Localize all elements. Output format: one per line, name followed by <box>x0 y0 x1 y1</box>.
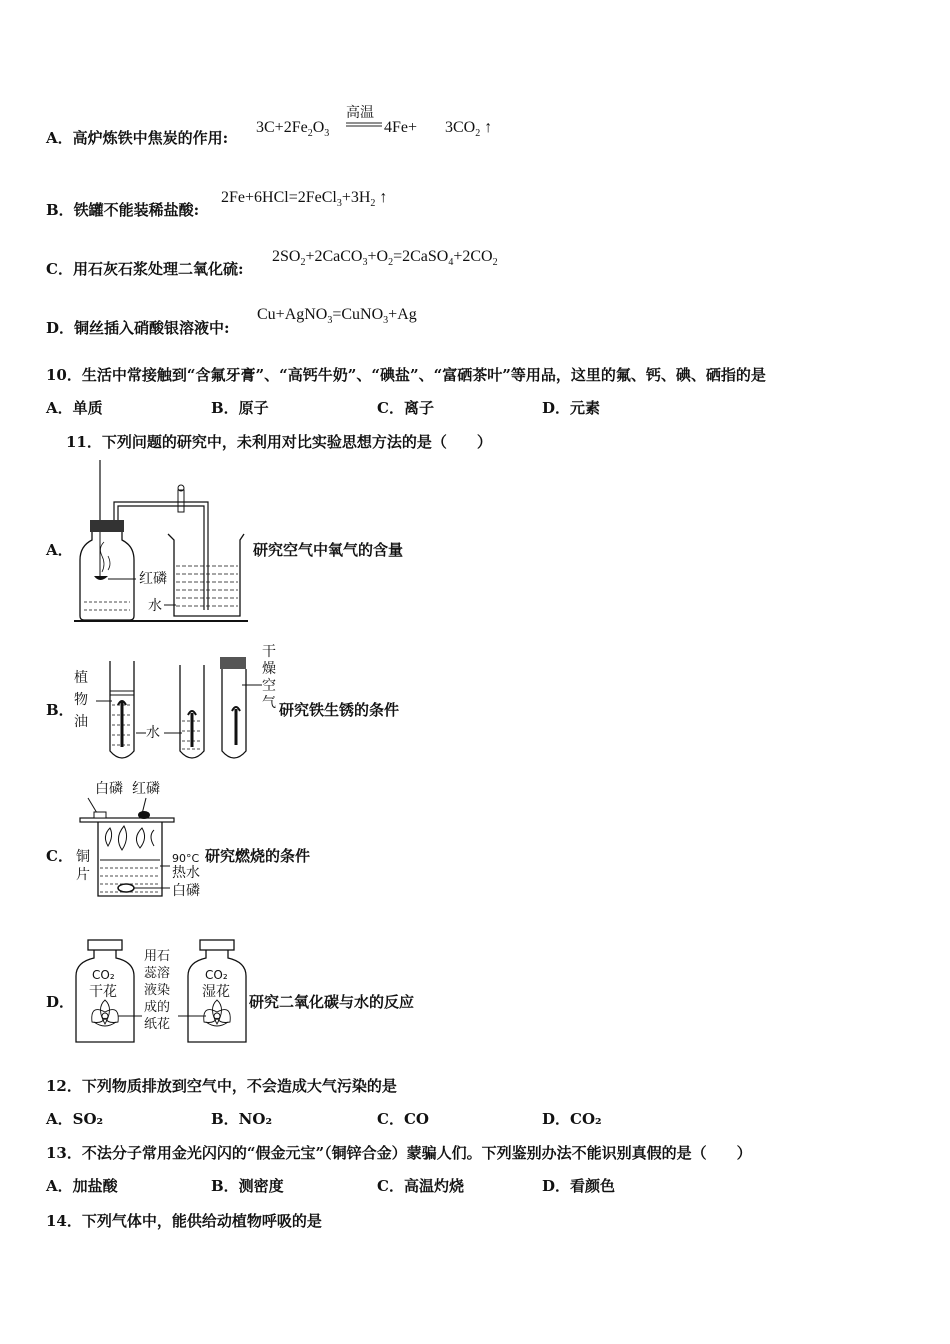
q11-b-caption: 研究铁生锈的条件 <box>279 701 400 719</box>
q9-b-equation: $2Fe+6HCl=2FeCl_3+3H_2$ ↑ <box>221 189 388 210</box>
q11-c-caption: 研究燃烧的条件 <box>205 847 311 865</box>
q10-stem: 10．生活中常接触到“含氟牙膏”、“高钙牛奶”、“碘盐”、“富硒茶叶”等用品，这里的氟、钙、碘、硒指的是 <box>46 366 766 384</box>
q12-option-b[interactable]: B．NO₂ <box>211 1110 273 1128</box>
q11-d-label-dry-flower: 干花 <box>89 984 117 1000</box>
q9-a-equation-right: 4Fe+ <box>384 119 418 136</box>
q9-option-a-label: A．高炉炼铁中焦炭的作用: <box>46 129 229 147</box>
q11-c-label-white-phosphorus-2: 白磷 <box>172 883 200 899</box>
q9-d-equation: Cu+AgNO$_3$=CuNO$_3$+Ag <box>257 306 417 327</box>
q11-d-label-co2-right: CO₂ <box>205 968 228 982</box>
q9-option-c-label: C．用石灰石浆处理二氧化硫: <box>46 260 244 278</box>
q9-a-equation-left: $3C+2Fe_2O_3$ <box>256 119 330 140</box>
q11-c-label-copper: 铜片 <box>76 849 90 883</box>
q10-option-a[interactable]: A．单质 <box>46 399 103 417</box>
q11-b-test-tubes-diagram <box>100 655 280 765</box>
q13-option-b[interactable]: B．测密度 <box>211 1177 284 1195</box>
q11-d-caption: 研究二氧化碳与水的反应 <box>249 993 415 1011</box>
q10-option-d[interactable]: D．元素 <box>542 399 601 417</box>
q11-c-label-white-phosphorus: 白磷 <box>95 781 123 797</box>
q9-option-d-label: D．铜丝插入硝酸银溶液中: <box>46 319 230 337</box>
q13-option-a[interactable]: A．加盐酸 <box>46 1177 118 1195</box>
q11-d-label-wet-flower: 湿花 <box>202 984 230 1000</box>
q12-option-a[interactable]: A．SO₂ <box>46 1110 104 1128</box>
q11-option-d[interactable]: D． <box>46 993 75 1011</box>
q13-option-c[interactable]: C．高温灼烧 <box>377 1177 464 1195</box>
q11-option-b[interactable]: B． <box>46 701 74 719</box>
q11-a-caption: 研究空气中氧气的含量 <box>253 541 404 559</box>
q11-option-c[interactable]: C． <box>46 847 73 865</box>
q11-c-label-red-phosphorus: 红磷 <box>132 781 160 797</box>
q13-stem: 13．不法分子常用金光闪闪的“假金元宝”（铜锌合金）蒙骗人们。下列鉴别办法不能识别真假的是（ ） <box>46 1144 752 1162</box>
q9-a-condition: 高温 <box>346 105 374 121</box>
q9-a-equals-bar <box>346 122 382 128</box>
q12-option-d[interactable]: D．CO₂ <box>542 1110 602 1128</box>
q13-option-d[interactable]: D．看颜色 <box>542 1177 616 1195</box>
q11-a-label-red-phosphorus: 红磷 <box>139 571 167 587</box>
q11-b-label-dry-air: 干燥空气 <box>262 644 276 711</box>
q11-option-a[interactable]: A． <box>46 541 73 559</box>
q11-stem: 11．下列问题的研究中，未利用对比实验思想方法的是（ ） <box>66 433 492 451</box>
q12-stem: 12．下列物质排放到空气中，不会造成大气污染的是 <box>46 1077 397 1095</box>
q11-c-label-temperature: 90°C <box>172 852 200 865</box>
q11-a-apparatus-diagram <box>72 460 252 625</box>
q11-b-label-oil: 植物油 <box>74 670 88 730</box>
q11-b-label-water: 水 <box>146 725 160 741</box>
q9-c-equation: $2SO_2+2CaCO_3+O_2=2CaSO_4+2CO_2$ <box>272 248 498 269</box>
q10-option-b[interactable]: B．原子 <box>211 399 269 417</box>
q10-option-c[interactable]: C．离子 <box>377 399 434 417</box>
q11-c-label-hot-water: 热水 <box>172 865 200 881</box>
q12-option-c[interactable]: C．CO <box>377 1110 429 1128</box>
q9-a-equation-right2: $3CO_2$ ↑ <box>445 119 493 140</box>
q11-d-label-co2-left: CO₂ <box>92 968 115 982</box>
q9-option-b-label: B．铁罐不能装稀盐酸: <box>46 201 200 219</box>
q11-a-label-water: 水 <box>148 598 162 614</box>
q14-stem: 14．下列气体中，能供给动植物呼吸的是 <box>46 1212 322 1230</box>
q11-d-label-litmus-note: 用石蕊溶液染成的纸花 <box>144 949 171 1032</box>
